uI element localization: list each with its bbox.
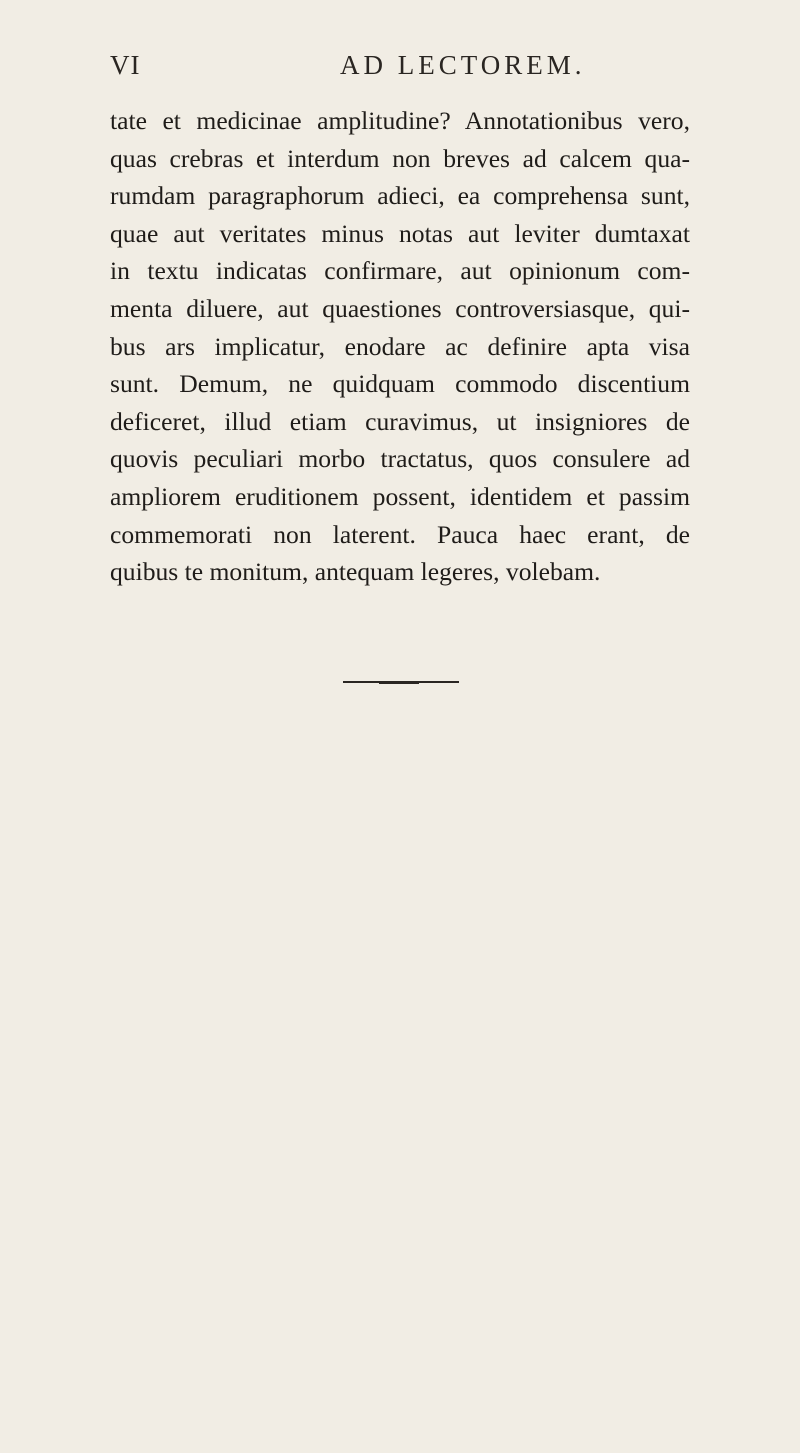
page-number: VI [110,50,141,80]
text-line: commemorati non laterent. Pauca haec erant, de [110,519,690,549]
text-line: quovis peculiari morbo tractatus, quos consulere ad [110,444,690,474]
text-line: in textu indicatas confirmare, aut opinionum com- [110,256,690,286]
running-title: AD LECTOREM. [340,50,586,80]
text-line: sunt. Demum, ne quidquam commodo discentium [110,369,690,399]
section-divider [343,681,459,683]
text-line: quae aut veritates minus notas aut leviter dumtaxat [110,218,690,248]
text-line: rumdam paragraphorum adieci, ea comprehensa sunt, [110,181,690,211]
text-line: quas crebras et interdum non breves ad calcem qua- [110,143,690,173]
running-head [110,50,710,90]
text-line: deficeret, illud etiam curavimus, ut insigniores de [110,406,690,436]
text-line: bus ars implicatur, enodare ac definire apta visa [110,331,690,361]
text-line: menta diluere, aut quaestiones controversiasque, qui- [110,293,690,323]
text-line: ampliorem eruditionem possent, identidem et passim [110,481,690,511]
body-paragraph [110,102,690,591]
text-line: quibus te monitum, antequam legeres, volebam. [110,557,601,587]
text-line: tate et medicinae amplitudine? Annotationibus vero, [110,106,690,135]
